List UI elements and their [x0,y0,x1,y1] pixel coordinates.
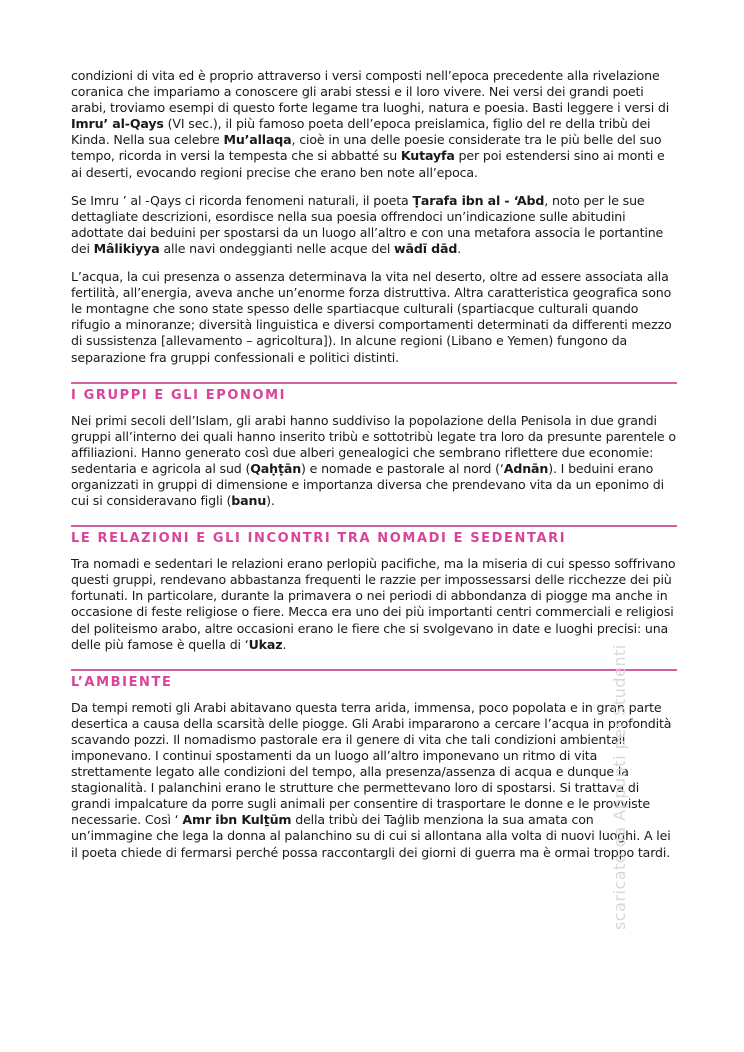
watermark: scaricato da Appunti per Studenti [610,644,629,930]
section-title: LE RELAZIONI E GLI INCONTRI TRA NOMADI E SEDENTARI [71,531,567,547]
section-body: Da tempi remoti gli Arabi abitavano questa terra arida, immensa, poco popolata e in gran parte desertica a causa della scarsità delle piogge. Gli Arabi impararono a cercare l’acqua in profondità scavando pozzi. Il nomadismo pastorale era il genere di vita che tali condizioni ambientali imponevano. I continui spostamenti da un luogo all’altro imponevano un ritmo di vita strettamente legato alle condizioni del tempo, alla presenza/assenza di acqua e dunque la stagionalità. I palanchini erano le strutture che permettevano loro di spostarsi. Si trattava di grandi impalcature da porre sugli animali per consentire di trasportare le donne e le provviste necessarie. Così ‘ Amr ibn Kulṯūm della tribù dei Taġlib menziona la sua amata con un’immagine che lega la donna al palanchino su di cui si allontana alla volta di nuovi luoghi. A lei il poeta chiede di fermarsi perché possa raccontargli dei giorni di guerra ma è ormai troppo tardi. [71,699,672,860]
bold-term: Imru’ al-Qays [71,116,164,132]
section-gruppi-eponomi [71,382,677,510]
bold-term: Mâlikiyya [93,240,160,256]
bold-term: Adnān [503,460,549,476]
bold-term: Ṭarafa ibn al - ‘Abd [412,192,545,208]
section-title: I GRUPPI E GLI EPONOMI [71,387,287,403]
intro-paragraph-1: condizioni di vita ed è proprio attraverso i versi composti nell’epoca precedente alla rivelazione coranica che impariamo a conoscere gli arabi stessi e il loro vivere. Nei versi dei grandi poeti arabi, troviamo esempi di questo forte legame tra luoghi, natura e poesia. Basti leggere i versi di Imru’ al-Qays (VI sec.), il più famoso poeta dell’epoca preislamica, figlio del re della tribù dei Kinda. Nella sua celebre Mu’allaqa, cioè in una delle poesie considerate tra le più belle del suo tempo, ricorda in versi la tempesta che si abbatté su Kutayfa per poi estendersi sino ai monti e ai deserti, evocando regioni precise che erano ben note all’epoca. [71,68,670,180]
bold-term: Mu’allaqa [223,132,292,148]
bold-term: Kutayfa [400,148,455,164]
section-title: L’AMBIENTE [71,674,173,690]
intro-paragraph-3: L’acqua, la cui presenza o assenza determinava la vita nel deserto, oltre ad essere associata alla fertilità, all’energia, aveva anche un’enorme forza distruttiva. Altra caratteristica geografica sono le montagne che sono state spesso delle spartiacque culturali (spartiacque culturali quando rifugio a minoranze; diversità linguistica e diversi comportamenti determinati da differenti mezzo di sussistenza [allevamento – agricoltura]). In alcune regioni (Libano e Yemen) fungono da separazione fra gruppi confessionali e politici distinti. [71,269,672,365]
section-body: Tra nomadi e sedentari le relazioni erano perlopiù pacifiche, ma la miseria di cui spesso soffrivano questi gruppi, rendevano abbastanza frequenti le razzie per impossessarsi delle ricchezze dei più fortunati. In particolare, durante la primavera o nei periodi di abbondanza di piogge ma anche in occasione di feste religiose o fiere. Mecca era uno dei più importanti centri commerciali e religiosi del politeismo arabo, altre occasioni erano le fiere che si svolgevano in date e luoghi precisi: una delle più famose è quella di ‘Ukaz. [71,556,676,652]
bold-term: Amr ibn Kulṯūm [182,812,292,828]
bold-term: banu [231,493,267,509]
section-body: Nei primi secoli dell’Islam, gli arabi hanno suddiviso la popolazione della Penisola in due grandi gruppi all’interno dei quali hanno inserito tribù e sottotribù legate tra loro da presunte parentele o affiliazioni. Hanno generato così due alberi genealogici che sembrano riflettere due economie: sedentaria e agricola al sud (Qaḥṭān) e nomade e pastorale al nord (‘Adnān). I beduini erano organizzati in gruppi di dimensione e importanza diversa che prendevano vita da un eponimo di cui si consideravano figli (banu). [71,412,676,509]
bold-term: Qaḥṭān [250,460,302,476]
bold-term: Ukaz [248,636,283,652]
bold-term: wādī dād [394,240,458,256]
section-ambiente [71,669,677,861]
document-page [71,68,677,873]
intro-paragraph-2: Se Imru ’ al -Qays ci ricorda fenomeni naturali, il poeta Ṭarafa ibn al - ‘Abd, noto per le sue dettagliate descrizioni, esordisce nella sua poesia offrendoci un’indicazione sulle abitudini adottate dai beduini per spostarsi da un luogo all’altro e con una metafora associa le portantine dei Mâlikiyya alle navi ondeggianti nelle acque del wādī dād. [71,192,664,256]
section-relazioni-nomadi-sedentari [71,525,677,653]
